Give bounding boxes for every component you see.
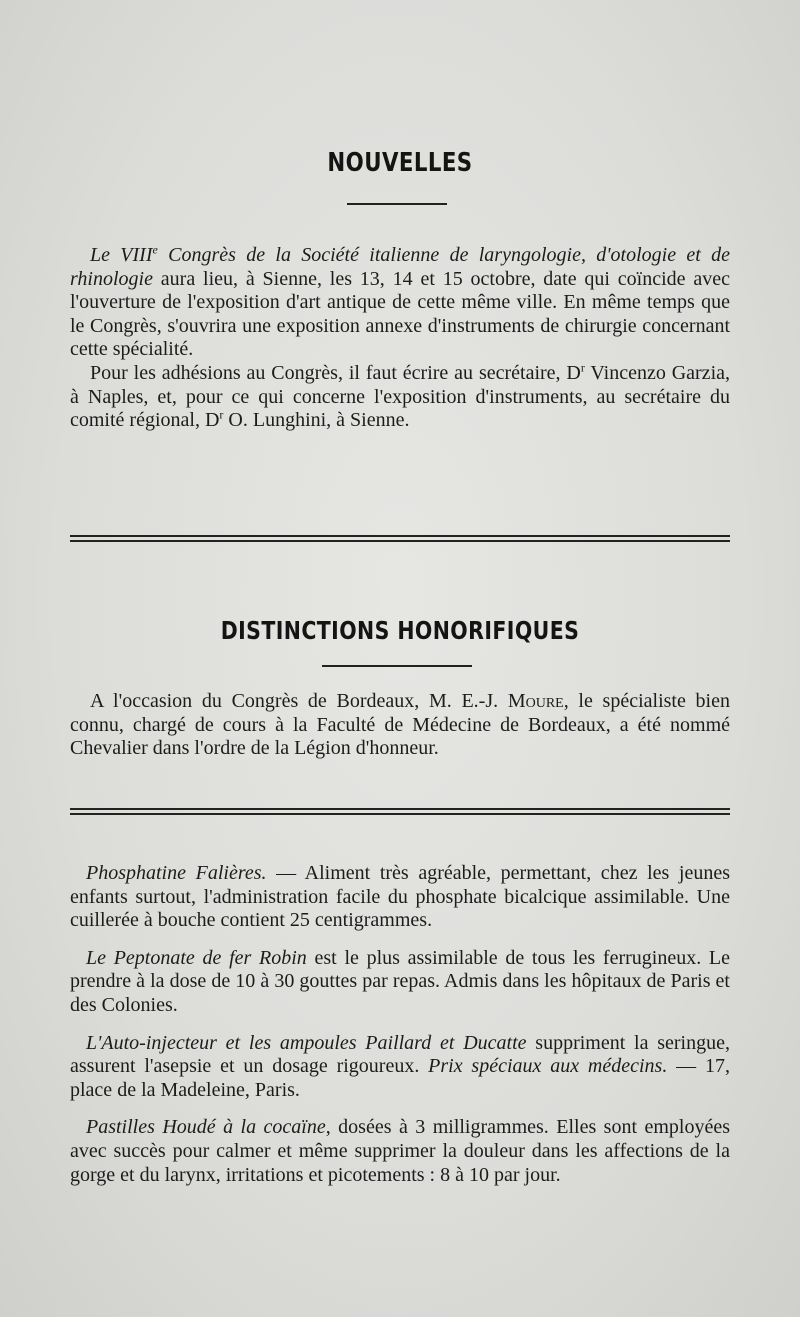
nouvelles-paragraph-2	[70, 362, 730, 433]
ordinal-superscript: e	[152, 242, 158, 257]
distinction-text-1: A l'occasion du Congrès de Bordeaux, M. E.-J.	[90, 690, 508, 712]
ad-peptonate	[70, 947, 730, 1018]
congress-name-part1: Le VIII	[90, 244, 153, 266]
congress-details: aura lieu, à Sienne, les 13, 14 et 15 octobre, date qui coïncide avec l'ouverture de l'exposition d'art antique de cette même ville. En même temps que le Congrès, s'ouvrira une exposition annexe d'instruments de chirurgie concernant cette spécialité.	[70, 267, 730, 361]
ad-pastilles	[70, 1116, 730, 1187]
nouvelles-body	[70, 244, 730, 433]
doctor-superscript-1: r	[580, 360, 585, 375]
title-underline	[347, 203, 447, 205]
ad-auto-injecteur-address: — 17, place de la Madeleine, Paris.	[70, 1055, 730, 1101]
title-underline	[322, 665, 472, 667]
ad-phosphatine-text: — Aliment très agréable, permettant, chez les jeunes enfants surtout, l'administration facile du phosphate bicalcique assimilable. Une cuillerée à bouche contient 25 centigrammes.	[70, 862, 730, 932]
adhesion-text-2: Vincenzo Garzia, à Naples, et, pour ce qui concerne l'exposition d'instruments, au secrétaire du comité régional, D	[70, 361, 730, 432]
ad-pastilles-text: , dosées à 3 milligrammes. Elles sont employées avec succès pour calmer et même supprimer la douleur dans les affections de la gorge et du larynx, irritations et picotements : 8 à 10 par jour.	[70, 1116, 730, 1186]
ad-phosphatine	[70, 862, 730, 933]
advertisements	[70, 862, 730, 1187]
ad-auto-injecteur-text: suppriment la seringue, assurent l'asepsie et un dosage rigoureux.	[70, 1031, 730, 1078]
ad-peptonate-text: est le plus assimilable de tous les ferrugineux. Le prendre à la dose de 10 à 30 gouttes par repas. Admis dans les hôpitaux de Paris et des Colonies.	[70, 946, 731, 1016]
distinctions-paragraph	[70, 690, 730, 761]
section-divider-1	[70, 535, 730, 545]
honoree-name: Moure	[507, 690, 564, 712]
ad-auto-injecteur-price: Prix spéciaux aux médecins.	[428, 1055, 668, 1078]
nouvelles-paragraph-1	[70, 244, 730, 362]
ad-auto-injecteur	[70, 1032, 730, 1103]
congress-name-part2: Congrès de la Société italienne de laryngologie, d'otologie et de rhinologie	[70, 244, 730, 290]
distinction-text-2: , le spécialiste bien connu, chargé de cours à la Faculté de Médecine de Bordeaux, a été nommé Chevalier dans l'ordre de la Légion d'honneur.	[70, 690, 730, 760]
section-divider-2	[70, 808, 730, 818]
adhesion-text-3: O. Lunghini, à Sienne.	[223, 409, 410, 432]
distinctions-body	[70, 690, 730, 761]
doctor-superscript-2: r	[219, 407, 224, 422]
ad-phosphatine-name: Phosphatine Falières.	[86, 862, 267, 884]
section-title-nouvelles: NOUVELLES	[327, 148, 473, 178]
ad-peptonate-name: Le Peptonate de fer Robin	[86, 946, 307, 969]
ad-auto-injecteur-name: L'Auto-injecteur et les ampoules Paillard et Ducatte	[86, 1031, 527, 1054]
adhesion-text-1: Pour les adhésions au Congrès, il faut écrire au secrétaire, D	[90, 361, 581, 384]
ad-pastilles-name: Pastilles Houdé à la cocaïne	[86, 1116, 326, 1139]
section-title-distinctions: DISTINCTIONS HONORIFIQUES	[220, 616, 580, 645]
